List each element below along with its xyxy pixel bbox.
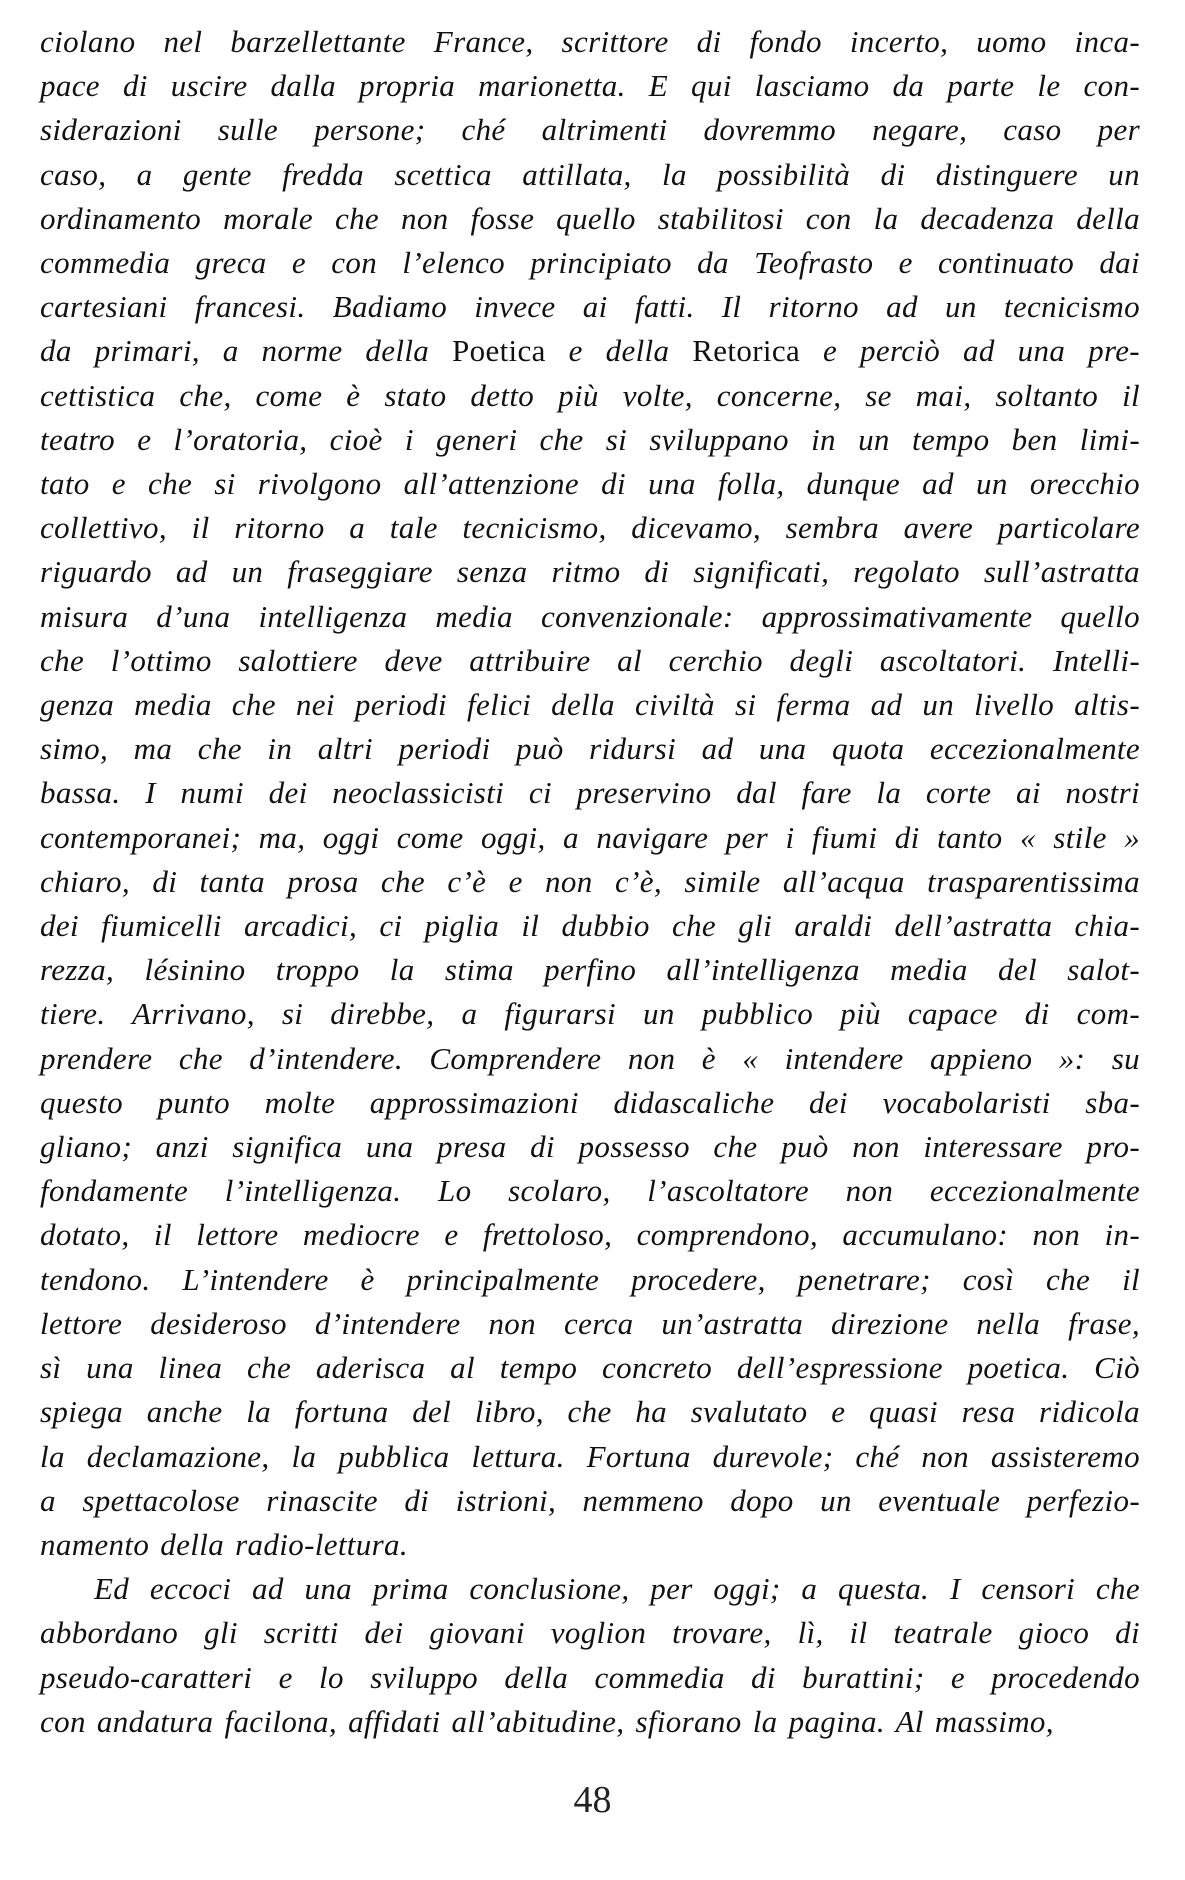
text-line: abbordano gli scritti dei giovani voglion trovare, lì, il teatrale gioco di bbox=[40, 1615, 1140, 1651]
text-line: con andatura facilona, affidati all’abitudine, sfiorano la pagina. Al massimo, bbox=[40, 1703, 1054, 1739]
text-line: namento della radio-lettura. bbox=[40, 1526, 408, 1562]
text-line: questo punto molte approssimazioni didascaliche dei vocabolaristi sba- bbox=[40, 1084, 1140, 1120]
page-number: 48 bbox=[573, 1779, 612, 1821]
text-line: spiega anche la fortuna del libro, che ha svalutato e quasi resa ridicola bbox=[40, 1394, 1140, 1430]
text-line: fondamente l’intelligenza. Lo scolaro, l’ascoltatore non eccezionalmente bbox=[40, 1173, 1140, 1209]
text-line: tato e che si rivolgono all’attenzione di una folla, dunque ad un orecchio bbox=[40, 466, 1140, 502]
roman-term: Poetica bbox=[452, 333, 546, 369]
body-text bbox=[40, 20, 1140, 1744]
text-line: Ed eccoci ad una prima conclusione, per oggi; a questa. I censori che bbox=[94, 1571, 1140, 1607]
text-line: commedia greca e con l’elenco principiato da Teofrasto e continuato dai bbox=[40, 245, 1140, 281]
text-line: collettivo, il ritorno a tale tecnicismo, dicevamo, sembra avere particolare bbox=[40, 510, 1140, 546]
text-line: simo, ma che in altri periodi può ridursi ad una quota eccezionalmente bbox=[40, 731, 1140, 767]
text-line: prendere che d’intendere. Comprendere non è « intendere appieno »: su bbox=[40, 1040, 1140, 1076]
text-line: ordinamento morale che non fosse quello stabilitosi con la decadenza della bbox=[40, 200, 1140, 236]
text-line: bassa. I numi dei neoclassicisti ci preservino dal fare la corte ai nostri bbox=[40, 775, 1140, 811]
text-line: cettistica che, come è stato detto più volte, concerne, se mai, soltanto il bbox=[40, 377, 1140, 413]
text-line: sì una linea che aderisca al tempo concreto dell’espressione poetica. Ciò bbox=[40, 1350, 1140, 1386]
text-line: lettore desideroso d’intendere non cerca un’astratta direzione nella frase, bbox=[40, 1305, 1140, 1341]
text-line: da primari, a norme della Poetica e della Retorica e perciò ad una pre- bbox=[40, 333, 1140, 369]
text-line: tendono. L’intendere è principalmente procedere, penetrare; così che il bbox=[40, 1261, 1140, 1297]
text-line: misura d’una intelligenza media convenzionale: approssimativamente quello bbox=[40, 598, 1140, 634]
text-line: gliano; anzi significa una presa di possesso che può non interessare pro- bbox=[40, 1129, 1140, 1165]
text-line: chiaro, di tanta prosa che c’è e non c’è, simile all’acqua trasparentissima bbox=[40, 863, 1140, 899]
text-line: tiere. Arrivano, si direbbe, a figurarsi un pubblico più capace di com- bbox=[40, 996, 1140, 1032]
text-line: che l’ottimo salottiere deve attribuire al cerchio degli ascoltatori. Intelli- bbox=[40, 642, 1140, 678]
text-line: contemporanei; ma, oggi come oggi, a navigare per i fiumi di tanto « stile » bbox=[40, 819, 1140, 855]
text-line: ciolano nel barzellettante France, scrittore di fondo incerto, uomo inca- bbox=[40, 24, 1140, 59]
text-line: rezza, lésinino troppo la stima perfino all’intelligenza media del salot- bbox=[40, 952, 1140, 988]
text-line: pace di uscire dalla propria marionetta. E qui lasciamo da parte le con- bbox=[40, 68, 1140, 104]
text-line: dotato, il lettore mediocre e frettoloso, comprendono, accumulano: non in- bbox=[40, 1217, 1140, 1253]
text-line: siderazioni sulle persone; ché altrimenti dovremmo negare, caso per bbox=[40, 112, 1140, 148]
roman-term: Retorica bbox=[692, 333, 801, 369]
text-line: genza media che nei periodi felici della civiltà si ferma ad un livello altis- bbox=[40, 687, 1140, 723]
text-line: teatro e l’oratoria, cioè i generi che si sviluppano in un tempo ben limi- bbox=[40, 421, 1140, 457]
text-line: cartesiani francesi. Badiamo invece ai fatti. Il ritorno ad un tecnicismo bbox=[40, 289, 1140, 325]
text-line: la declamazione, la pubblica lettura. Fortuna durevole; ché non assisteremo bbox=[40, 1438, 1140, 1474]
paragraph bbox=[40, 1567, 1140, 1744]
text-line: a spettacolose rinascite di istrioni, nemmeno dopo un eventuale perfezio- bbox=[40, 1482, 1140, 1518]
text-line: riguardo ad un fraseggiare senza ritmo di significati, regolato sull’astratta bbox=[40, 554, 1140, 590]
text-line: caso, a gente fredda scettica attillata, la possibilità di distinguere un bbox=[40, 156, 1140, 192]
text-line: dei fiumicelli arcadici, ci piglia il dubbio che gli araldi dell’astratta chia- bbox=[40, 908, 1140, 944]
paragraph bbox=[40, 20, 1140, 1567]
text-line: pseudo-caratteri e lo sviluppo della commedia di burattini; e procedendo bbox=[40, 1659, 1140, 1695]
